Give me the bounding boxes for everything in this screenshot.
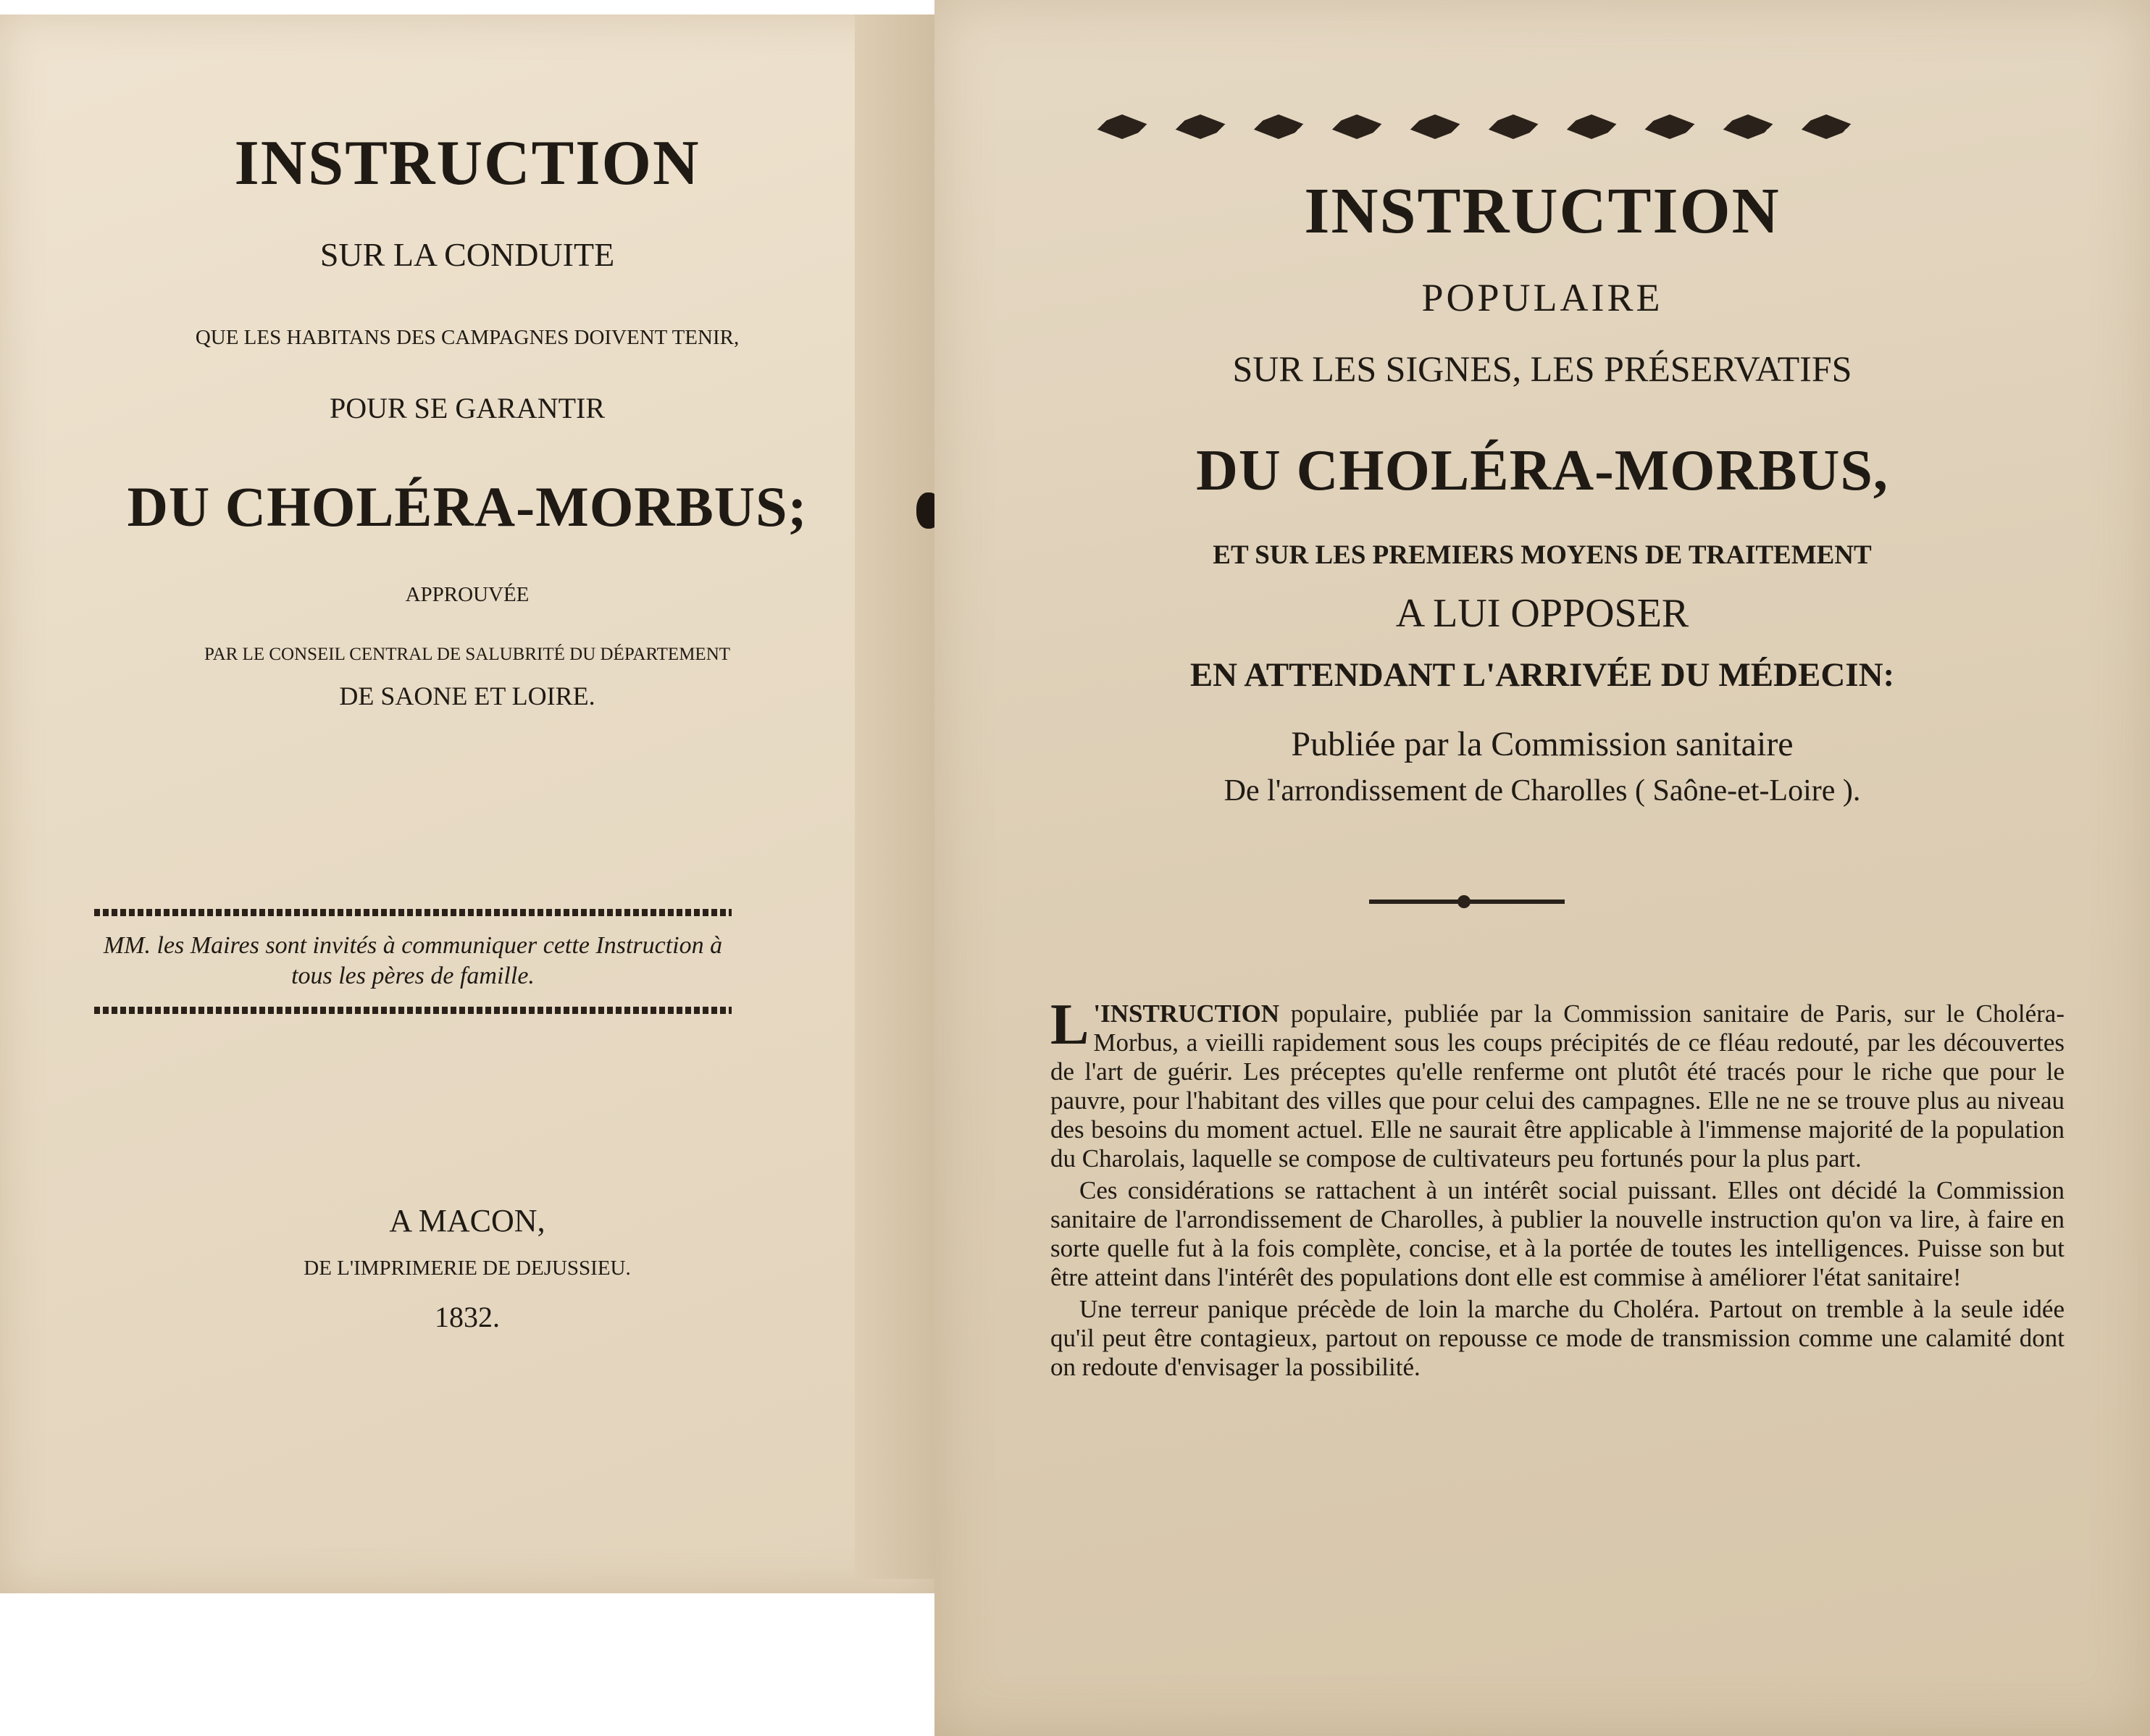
ornament-diamond xyxy=(1403,114,1467,139)
right-subtitle-3: ET SUR LES PREMIERS MOYENS DE TRAITEMENT xyxy=(1213,540,1872,570)
paragraph-1 xyxy=(1050,993,2065,1173)
right-publisher: Publiée par la Commission sanitaire xyxy=(1291,725,1794,763)
left-year: 1832. xyxy=(435,1301,500,1333)
ornament-diamond xyxy=(1481,114,1545,139)
paragraph-3: Une terreur panique précède de loin la marche du Choléra. Partout on tremble à la seule idée qu'il peut être contagieux, partout on repousse ce mode de transmission comme une calamité dont on redoute d'envisager la possibilité. xyxy=(1050,1295,2065,1381)
wavy-rule-top xyxy=(94,909,732,916)
drop-cap: L xyxy=(1050,993,1089,1057)
right-subtitle-2: SUR LES SIGNES, LES PRÉSERVATIFS xyxy=(1232,348,1852,389)
right-subtitle-1: POPULAIRE xyxy=(1421,276,1663,319)
left-page xyxy=(0,14,934,1593)
right-district: De l'arrondissement de Charolles ( Saône-et-Loire ). xyxy=(1224,774,1861,808)
ornament-diamond xyxy=(1168,114,1232,139)
left-note: MM. les Maires sont invités à communiquer cette Instruction à tous les pères de famille. xyxy=(103,932,723,989)
right-page xyxy=(934,0,2150,1736)
ornament-diamond xyxy=(1247,114,1310,139)
right-subtitle-4: A LUI OPPOSER xyxy=(1395,591,1689,636)
ornament-diamond xyxy=(1560,114,1623,139)
left-subtitle-2: QUE LES HABITANS DES CAMPAGNES DOIVENT TENIR, xyxy=(195,326,740,349)
left-headline: DU CHOLÉRA-MORBUS; xyxy=(127,475,808,538)
ornament-diamond xyxy=(1794,114,1858,139)
left-place: A MACON, xyxy=(389,1203,545,1238)
body-text xyxy=(1050,993,2065,1385)
ornament-diamond xyxy=(1638,114,1702,139)
left-printer: DE L'IMPRIMERIE DE DEJUSSIEU. xyxy=(304,1257,631,1280)
left-subtitle-3: POUR SE GARANTIR xyxy=(329,392,606,424)
ornament-diamond xyxy=(1325,114,1389,139)
paragraph-2: Ces considérations se rattachent à un intérêt social puissant. Elles ont décidé la Commission sanitaire de l'arrondissement de Charolles, à publier la nouvelle instruction qu'on va lire, à faire en sorte quelle fut à la fois complète, concise, et à la portée de toutes les intelligences. Puisse son but être atteint dans l'intérêt des populations dont elle est commise à améliorer l'état sanitaire! xyxy=(1050,1176,2065,1291)
left-department: DE SAONE ET LOIRE. xyxy=(339,682,595,710)
ornament-border xyxy=(1090,109,1858,145)
decorative-rule-dot xyxy=(1457,895,1471,908)
right-headline: DU CHOLÉRA-MORBUS, xyxy=(1196,439,1888,503)
binding-mark xyxy=(916,492,934,529)
wavy-rule-bottom xyxy=(94,1007,732,1014)
left-by-council: PAR LE CONSEIL CENTRAL DE SALUBRITÉ DU DÉPARTEMENT xyxy=(204,645,731,664)
ornament-diamond xyxy=(1716,114,1780,139)
left-subtitle-1: SUR LA CONDUITE xyxy=(319,236,615,273)
right-title: INSTRUCTION xyxy=(1304,175,1781,247)
paragraph-1-lead: 'INSTRUCTION xyxy=(1093,999,1280,1028)
paragraph-1-text: populaire, publiée par la Commission sanitaire de Paris, sur le Choléra-Morbus, a vieilli rapidement sous les coups précipités de ce fléau redouté, par les découvertes de l'art de guérir. Les préceptes qu'elle renferme ont plutôt été tracés pour le riche que pour le pauvre, pour l'habitant des villes que pour celui des campagnes. Elle ne ne se trouve plus au niveau des besoins du moment actuel. Elle ne saurait être applicable à l'immense majorité de la population du Charolais, laquelle se compose de cultivateurs peu fortunés pour la plus part. xyxy=(1050,999,2065,1173)
ornament-diamond xyxy=(1090,114,1154,139)
left-title: INSTRUCTION xyxy=(234,128,700,198)
right-subtitle-5: EN ATTENDANT L'ARRIVÉE DU MÉDECIN: xyxy=(1189,656,1895,694)
left-approved: APPROUVÉE xyxy=(405,583,530,606)
